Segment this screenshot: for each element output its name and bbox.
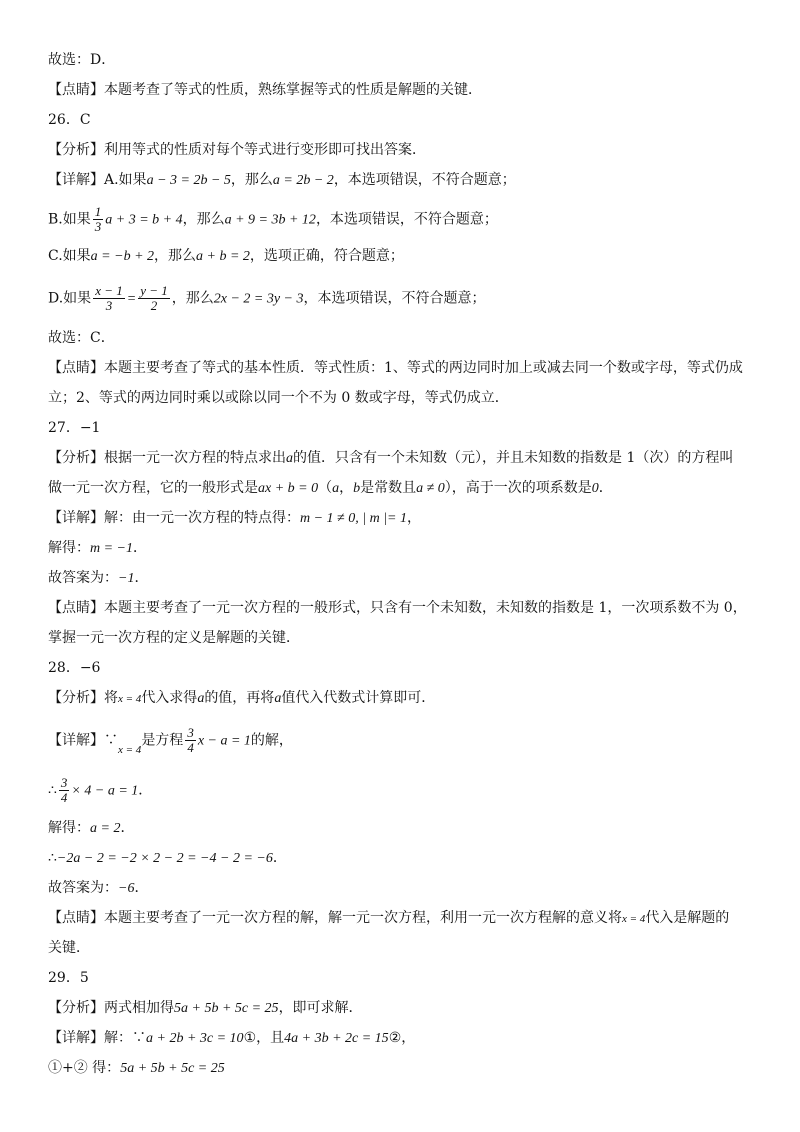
text-segment: 做一元一次方程，它的一般形式是 — [48, 480, 258, 496]
text-line — [48, 998, 760, 1019]
text-segment: ， — [407, 510, 421, 526]
text-segment: 【分析】根据一元一次方程的特点求出 — [48, 450, 286, 466]
text-line — [48, 448, 760, 469]
text-line — [48, 818, 760, 839]
text-segment: ． — [120, 820, 135, 836]
fraction-numerator: 3 — [60, 775, 68, 790]
math-expression: a − 3 = 2b − 5 — [146, 173, 231, 188]
math-expression: x = 4 — [118, 693, 142, 705]
text-segment: ，那么 — [171, 290, 214, 307]
text-segment: ，选项正确，符合题意； — [249, 248, 404, 264]
text-segment: 代入是解题的 — [645, 910, 730, 926]
text-segment: ． — [598, 480, 613, 496]
math-expression: a + 2b + 3c = 10 — [146, 1031, 244, 1046]
fraction-denominator: 2 — [150, 298, 158, 313]
text-segment: （ — [318, 480, 333, 496]
text-segment: 【详解】解：由一元一次方程的特点得： — [48, 510, 300, 526]
fraction-denominator: 4 — [60, 790, 68, 805]
math-expression: 4a + 3b + 2c = 15 — [284, 1031, 389, 1046]
text-line: 【点睛】本题考查了等式的性质，熟练掌握等式的性质是解题的关键． — [48, 82, 482, 98]
text-segment: 的解， — [250, 732, 293, 749]
text-line — [48, 568, 760, 589]
question-number: 28．−6 — [48, 660, 101, 676]
math-expression: x = 4 — [118, 743, 142, 756]
math-expression: a — [197, 691, 205, 706]
text-segment: ①+② 得： — [48, 1060, 121, 1076]
text-segment: ，本选项错误，不符合题意； — [315, 211, 498, 228]
text-line — [48, 284, 760, 313]
fraction-numerator: 3 — [187, 725, 194, 740]
text-line — [48, 538, 760, 559]
text-line: 【分析】利用等式的性质对每个等式进行变形即可找出答案． — [48, 142, 426, 158]
text-line: 掌握一元一次方程的定义是解题的关键． — [48, 630, 300, 646]
text-line: 【点睛】本题主要考查了一元一次方程的一般形式，只含有一个未知数，未知数的指数是 1，一次项系数不为 0， — [48, 600, 747, 616]
text-segment: ①，且 — [243, 1030, 285, 1046]
text-segment: 故答案为： — [48, 880, 118, 896]
text-segment: 故答案为： — [48, 570, 118, 586]
text-segment: 是方程 — [141, 732, 184, 749]
math-expression: 0 — [591, 481, 599, 496]
text-line — [48, 776, 760, 805]
math-expression: 5a + 5b + 5c = 25 — [174, 1001, 279, 1016]
math-expression: a = 2b − 2 — [272, 173, 334, 188]
text-segment: 【详解】A.如果 — [48, 172, 147, 188]
text-segment: C.如果 — [48, 248, 91, 264]
fraction-numerator: y − 1 — [140, 283, 168, 298]
math-expression: x − a = 1 — [197, 733, 251, 749]
math-expression: −6 — [118, 881, 135, 896]
text-segment: 【分析】两式相加得 — [48, 1000, 174, 1016]
text-segment: 【详解】∵ — [48, 732, 118, 749]
text-segment: ，本选项错误，不符合题意； — [333, 172, 516, 188]
math-expression: 5a + 5b + 5c = 25 — [120, 1061, 225, 1076]
math-expression: a = −b + 2 — [90, 249, 155, 264]
fraction-numerator: x − 1 — [95, 283, 123, 298]
text-line — [48, 246, 760, 267]
text-line: 立；2、等式的两边同时乘以或除以同一个不为 0 数或字母，等式仍成立． — [48, 390, 509, 406]
math-expression: m = −1 — [90, 541, 134, 556]
text-line — [48, 908, 760, 929]
math-expression: a — [332, 481, 340, 496]
fraction-denominator: 4 — [187, 740, 194, 755]
text-line — [48, 1058, 760, 1079]
text-line: 故选：D． — [48, 52, 116, 68]
math-expression: −2a − 2 = −2 × 2 − 2 = −4 − 2 = −6 — [56, 851, 273, 866]
fraction-denominator: 3 — [94, 219, 102, 234]
text-line: 关键． — [48, 940, 90, 956]
text-segment: 【点睛】本题主要考查了一元一次方程的解，解一元一次方程，利用一元一次方程解的意义将 — [48, 910, 622, 926]
math-expression: b — [353, 481, 361, 496]
math-expression: a — [274, 691, 282, 706]
text-segment: ， — [339, 480, 354, 496]
text-segment: 代入求得 — [141, 690, 198, 706]
text-segment: ． — [134, 570, 149, 586]
text-segment: ，那么 — [154, 248, 197, 264]
text-segment: ，即可求解． — [278, 1000, 363, 1016]
text-line — [48, 508, 760, 529]
text-segment: D.如果 — [48, 290, 92, 307]
math-expression: x = 4 — [622, 913, 646, 925]
text-segment: 是常数且 — [360, 480, 417, 496]
math-expression: ax + b = 0 — [258, 481, 319, 496]
fraction — [59, 776, 70, 805]
text-segment: ，本选项错误，不符合题意； — [303, 290, 486, 307]
text-line — [48, 848, 760, 869]
text-line: 故选：C． — [48, 330, 115, 346]
text-line — [48, 205, 760, 234]
text-segment: ②， — [388, 1030, 416, 1046]
text-line — [48, 170, 760, 191]
math-expression: 2x − 2 = 3y − 3 — [213, 291, 304, 307]
text-line — [48, 1028, 760, 1049]
text-segment: 解得： — [48, 820, 90, 836]
text-segment: ． — [138, 782, 153, 799]
text-segment: ，那么 — [230, 172, 273, 188]
text-line — [48, 726, 760, 755]
fraction-numerator: 1 — [94, 204, 102, 219]
text-line — [48, 688, 760, 709]
text-segment: ． — [133, 540, 148, 556]
math-expression: × 4 − a = 1 — [71, 783, 139, 799]
question-number: 29．5 — [48, 970, 89, 986]
math-expression: = — [126, 291, 137, 307]
text-line — [48, 478, 760, 499]
text-segment: ），高于一次的项系数是 — [444, 480, 592, 496]
text-segment: 【详解】解：∵ — [48, 1030, 146, 1046]
fraction — [138, 284, 170, 313]
text-segment: ，那么 — [182, 211, 225, 228]
text-segment: 的值．只含有一个未知数（元），并且未知数的指数是 1（次）的方程叫 — [293, 450, 734, 466]
math-expression: a + 3 = b + 4 — [105, 212, 183, 228]
text-segment: 的值，再将 — [204, 690, 275, 706]
text-segment: 解得： — [48, 540, 90, 556]
text-line — [48, 878, 760, 899]
math-expression: a ≠ 0 — [416, 481, 445, 496]
math-expression: a = 2 — [90, 821, 121, 836]
math-expression: m − 1 ≠ 0, | m |= 1 — [300, 511, 407, 526]
text-segment: ∴ — [48, 782, 57, 799]
text-segment: B.如果 — [48, 211, 91, 228]
text-segment: 值代入代数式计算即可． — [281, 690, 436, 706]
fraction — [185, 726, 196, 755]
math-expression: a + b = 2 — [196, 249, 250, 264]
text-segment: 【分析】将 — [48, 690, 118, 706]
math-expression: a — [286, 451, 293, 466]
math-expression: −1 — [118, 571, 135, 586]
text-segment: ∴ — [48, 850, 57, 866]
text-line: 【点睛】本题主要考查了等式的基本性质．等式性质：1、等式的两边同时加上或减去同一个数或字母，等式仍成 — [48, 360, 743, 376]
question-number: 26．C — [48, 112, 91, 128]
text-segment: ． — [272, 850, 287, 866]
fraction-denominator: 3 — [105, 298, 113, 313]
question-number: 27．−1 — [48, 420, 101, 436]
fraction — [93, 205, 104, 234]
text-segment: ． — [134, 880, 149, 896]
math-expression: a + 9 = 3b + 12 — [224, 212, 316, 228]
fraction — [93, 284, 125, 313]
